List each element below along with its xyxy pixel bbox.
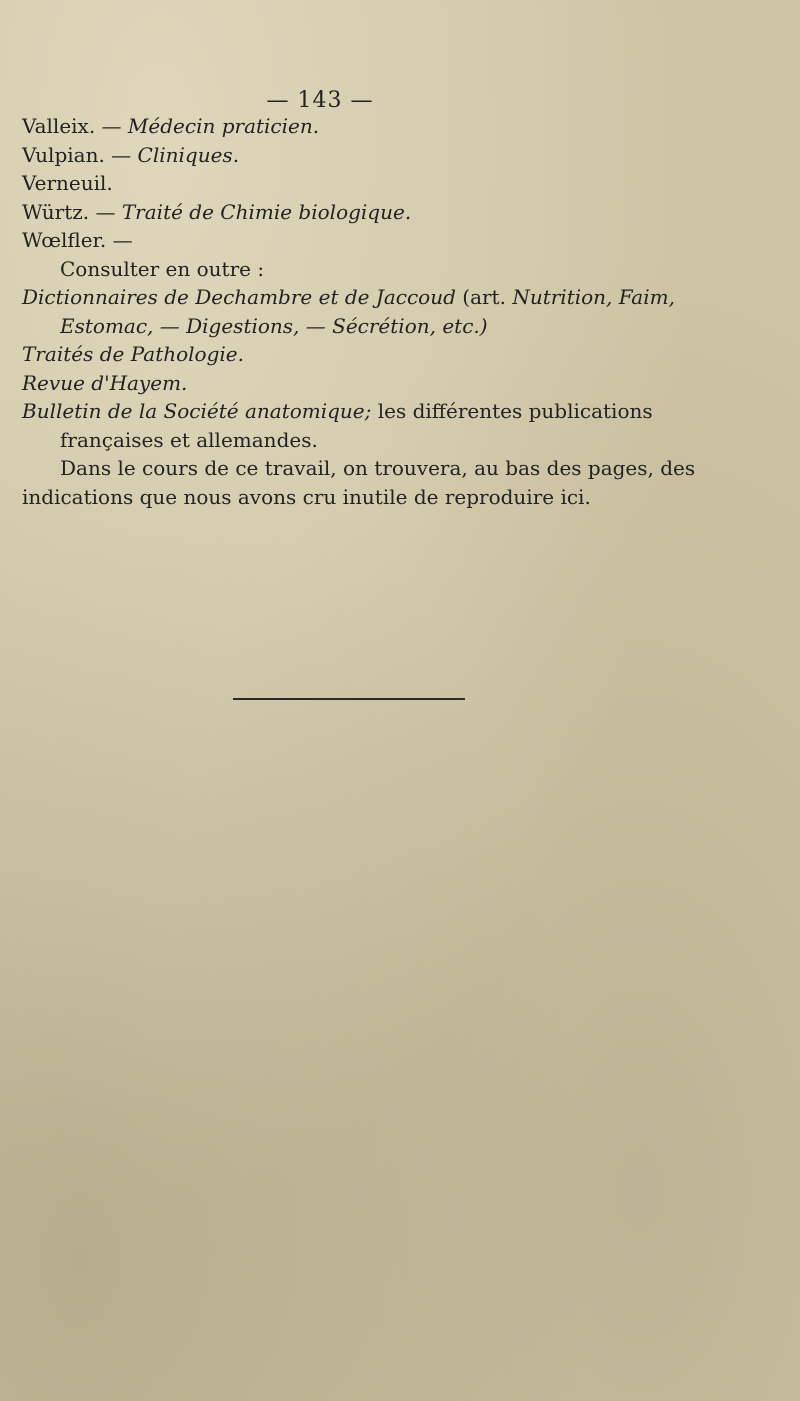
page-number: — 143 — [266, 88, 374, 113]
entry-author: Wœlfler. — [22, 228, 133, 252]
revue-line: Revue d'Hayem. [22, 370, 188, 395]
entry-verneuil [22, 169, 782, 198]
bulletin-text: les différentes publications [371, 399, 653, 423]
entry-wurtz [22, 198, 782, 227]
entry-title: Cliniques. [137, 142, 240, 167]
bulletin-line [22, 397, 782, 426]
traites-line: Traités de Pathologie. [22, 342, 244, 366]
entry-vulpian [22, 141, 782, 170]
dictionnaires-line-2: Estomac, — Digestions, — Sécrétion, etc.) [60, 313, 488, 338]
entry-author: Verneuil. [22, 171, 113, 195]
entry-author: Vulpian. — [22, 142, 138, 167]
bulletin-title: Bulletin de la Société anatomique; [22, 399, 372, 423]
bibliography-text [22, 112, 782, 511]
dictionnaires-art: (art. [455, 285, 513, 309]
consult-line: Consulter en outre : [60, 256, 265, 281]
bulletin-line-2: françaises et allemandes. [60, 427, 318, 452]
entry-title: Traité de Chimie biologique. [121, 199, 412, 224]
entry-valleix [22, 112, 782, 141]
dictionnaires-title: Dictionnaires de Dechambre et de Jaccoud [22, 285, 456, 309]
closing-line-2: indications que nous avons cru inutile de reproduire ici. [22, 484, 591, 509]
entry-author: Würtz. — [22, 199, 122, 224]
footnote-rule [233, 698, 465, 700]
dictionnaires-line [22, 283, 782, 312]
entry-title: Médecin praticien. [127, 114, 320, 138]
dictionnaires-topics: Nutrition, Faim, [512, 285, 675, 309]
entry-author: Valleix. — [22, 114, 128, 138]
entry-woelfler [22, 226, 782, 255]
closing-line-1: Dans le cours de ce travail, on trouvera, au bas des pages, des [60, 456, 696, 480]
